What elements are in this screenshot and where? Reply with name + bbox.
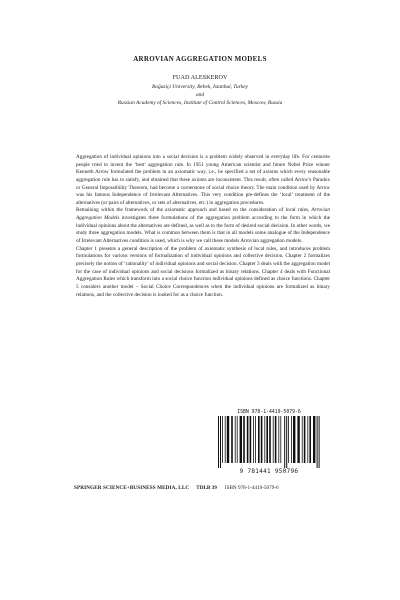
barcode-bar (247, 416, 249, 463)
barcode-bar (237, 416, 238, 463)
affiliation-1: Boğaziçi University, Bebek, Istanbul, Turkey (152, 84, 248, 91)
footer (74, 485, 332, 491)
barcode-bar (293, 416, 295, 463)
header-block (60, 56, 340, 108)
barcode-isbn-label: ISBN 978-1-4419-5079-6 (237, 410, 301, 415)
barcode-bar (319, 416, 320, 468)
barcode-bar (273, 416, 274, 463)
affiliation-2: Russian Academy of Sciences, Institute of Control Sciences, Moscow, Russia (117, 100, 283, 107)
barcode-bar (275, 416, 277, 463)
barcode-bar (280, 416, 281, 463)
author-name: FUAD ALESKEROV (172, 74, 228, 81)
barcode-bar (278, 416, 279, 463)
blurb-p2-end: investigates three formulations of the aggregation problem according to the form in which the individual opinions about the alternatives are defined, as well as to the form of desired social decision. In other words, we study three aggregation models. What is common between them is that in all models some analogue of the Independence of Irrelevant Alternatives condition is used, which is why we call these models Arrovian aggregation models. (76, 215, 331, 245)
barcode-bar (240, 416, 242, 463)
book-title-italic: Arrovian Aggregation Models (76, 207, 330, 222)
barcode-bar (253, 416, 254, 463)
barcode-bar (222, 416, 223, 463)
barcode-bar (264, 416, 265, 463)
barcode-bar (266, 416, 268, 463)
blurb-text (76, 154, 330, 299)
series-code: TDLB 39 (196, 485, 217, 491)
barcode-number: 9 781441 950796 (239, 468, 299, 475)
barcode-bar (286, 416, 287, 468)
barcode-bar (243, 416, 245, 463)
barcode-bar (302, 416, 303, 463)
publisher-name: SPRINGER SCIENCE+BUSINESS MEDIA, LLC (74, 485, 190, 491)
barcode-bar (225, 416, 226, 463)
barcode-bar (313, 416, 315, 463)
barcode-bar (291, 416, 292, 463)
barcode-bar (231, 416, 233, 463)
barcode-bar (255, 416, 256, 463)
barcode-bar (304, 416, 306, 463)
barcode-bar (317, 416, 318, 468)
book-title: ARROVIAN AGGREGATION MODELS (133, 55, 267, 63)
blurb-paragraph-3: Chapter 1 presents a general description of the problem of axiomatic synthesis of local rules, and introduces problem formulations for various versions of formalization of individual opinions and collective decision. Chapter 2 formalizes precisely the notion of ‘rationality’ of individual opinions and social decision. Chapter 3 deals with the aggregation model for the case of individual opinions and social decisions formalized as binary relations. Chapter 4 deals with Functional Aggregation Rules which transform into a social choice function individual opinions defined as choice functions. Chapter 5 considers another model – Social Choice Correspondences when the individual opinions are formalized as binary relations, and the collective decision is looked for as a choice function. (76, 245, 330, 298)
barcode-bar (218, 416, 219, 468)
barcode-bar (250, 416, 252, 463)
blurb-p2-start: Remaining within the framework of the axiomatic approach and based on the consideration of local rules, (76, 207, 312, 214)
barcode-bar (284, 416, 285, 468)
barcode-bar (269, 416, 271, 463)
barcode-bar (258, 416, 260, 463)
affiliation-and: and (195, 92, 205, 99)
barcode-bars (214, 416, 324, 468)
barcode-bar (288, 416, 289, 463)
barcode-bar (307, 416, 308, 463)
barcode-bar (309, 416, 311, 463)
barcode-bar (227, 416, 229, 463)
barcode-bar (261, 416, 263, 463)
blurb-paragraph-2 (76, 207, 330, 245)
barcode-bar (297, 416, 299, 463)
barcode-bar (220, 416, 221, 468)
barcode-bar (235, 416, 236, 463)
footer-isbn: ISBN 978-1-4419-5079-6 (224, 485, 279, 491)
isbn-barcode (214, 409, 324, 476)
blurb-paragraph-1: Aggregation of individual opinions into a social decision is a problem widely observed in everyday life. For centuries people tried to invent the ‘best’ aggregation rule. In 1951 young American scientist and future Nobel Prize winner Kenneth Arrow formulated the problem in an axiomatic way, i.e., he specified a set of axioms which every reasonable aggregation rule has to satisfy, and obtained that these axioms are inconsistent. This result, often called Arrow’s Paradox or General Impossibility Theorem, had become a cornerstone of social choice theory. The main condition used by Arrow was his famous Independence of Irrelevant Alternatives. This very condition pre-defines the ‘local’ treatment of the alternatives (or pairs of alternatives, or sets of alternatives, etc.) in aggregation procedures. (76, 154, 330, 206)
